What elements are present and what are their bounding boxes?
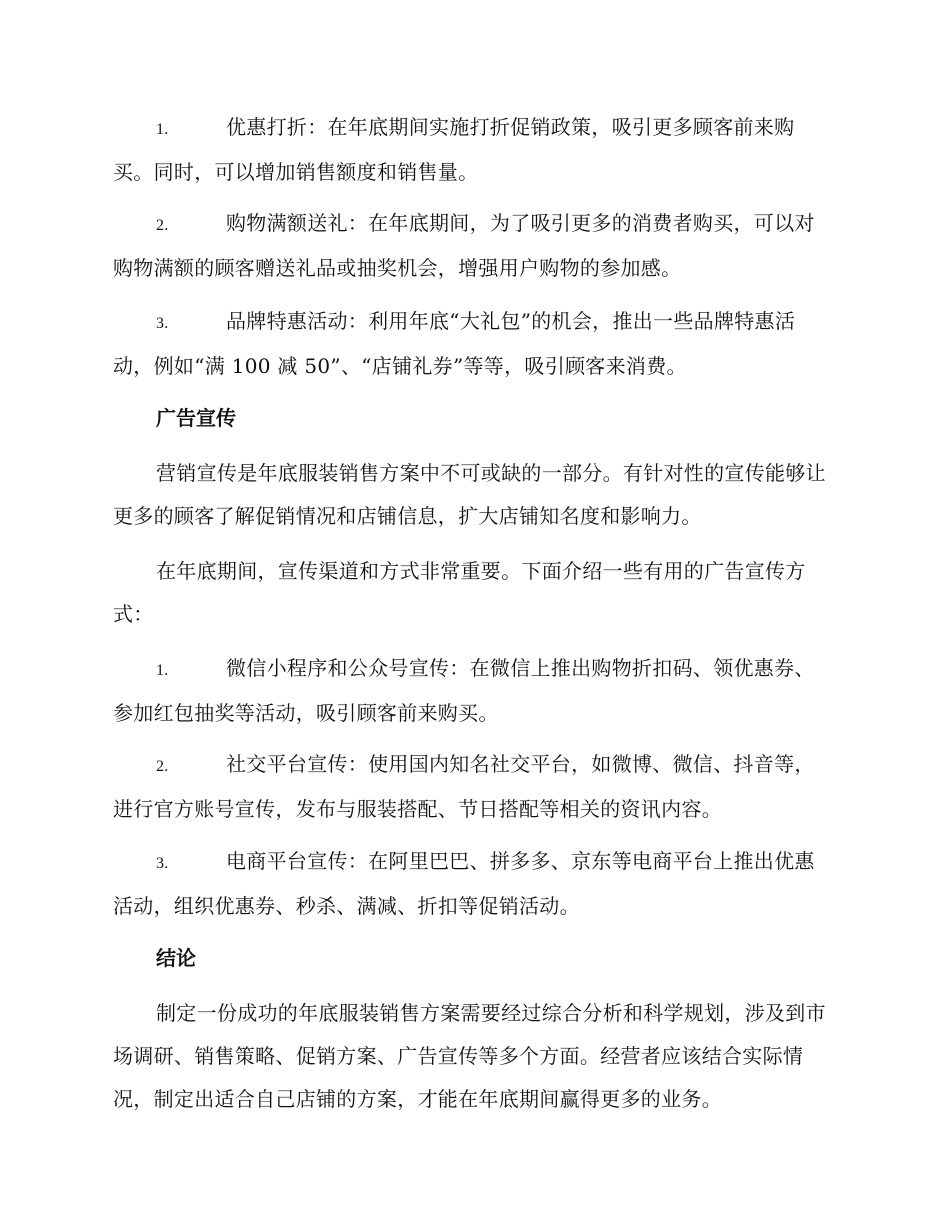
list-number: 3. xyxy=(156,315,169,332)
list-item xyxy=(113,300,833,388)
list-number: 2. xyxy=(156,217,169,234)
list-number: 1. xyxy=(156,662,169,679)
list-item-text: 微信小程序和公众号宣传：在微信上推出购物折扣码、领优惠券、参加红包抽奖等活动，吸引顾客前来购买。 xyxy=(113,656,815,725)
list-item xyxy=(113,647,833,735)
paragraph-text: 制定一份成功的年底服装销售方案需要经过综合分析和科学规划，涉及到市场调研、销售策略、促销方案、广告宣传等多个方面。经营者应该结合实际情况，制定出适合自己店铺的方案，才能在年底期间赢得更多的业务。 xyxy=(113,1001,826,1111)
list-item xyxy=(113,840,833,928)
section-heading-conclusion: 结论 xyxy=(156,946,196,970)
list-item-text: 购物满额送礼：在年底期间，为了吸引更多的消费者购买，可以对购物满额的顾客赠送礼品或抽奖机会，增强用户购物的参加感。 xyxy=(113,211,815,280)
list-number: 1. xyxy=(156,121,169,138)
paragraph-text: 营销宣传是年底服装销售方案中不可或缺的一部分。有针对性的宣传能够让更多的顾客了解促销情况和店铺信息，扩大店铺知名度和影响力。 xyxy=(113,461,826,528)
list-item xyxy=(113,743,833,831)
list-item-text: 优惠打折：在年底期间实施打折促销政策，吸引更多顾客前来购买。同时，可以增加销售额度和销售量。 xyxy=(113,115,795,184)
list-item-text: 社交平台宣传：使用国内知名社交平台，如微博、微信、抖音等，进行官方账号宣传，发布与服装搭配、节日搭配等相关的资讯内容。 xyxy=(113,752,815,821)
paragraph-text: 在年底期间，宣传渠道和方式非常重要。下面介绍一些有用的广告宣传方式： xyxy=(113,559,806,626)
list-item xyxy=(113,202,833,290)
list-item xyxy=(113,106,833,194)
paragraph xyxy=(113,452,833,538)
section-heading-advertising: 广告宣传 xyxy=(156,406,236,430)
list-number: 2. xyxy=(156,758,169,775)
list-number: 3. xyxy=(156,855,169,872)
list-item-text: 品牌特惠活动：利用年底“大礼包”的机会，推出一些品牌特惠活动，例如“满 100 减 50”、“店铺礼券”等等，吸引顾客来消费。 xyxy=(113,309,796,378)
paragraph xyxy=(113,550,833,636)
list-item-text: 电商平台宣传：在阿里巴巴、拼多多、京东等电商平台上推出优惠活动，组织优惠券、秒杀、满减、折扣等促销活动。 xyxy=(113,849,815,918)
paragraph xyxy=(113,992,833,1121)
